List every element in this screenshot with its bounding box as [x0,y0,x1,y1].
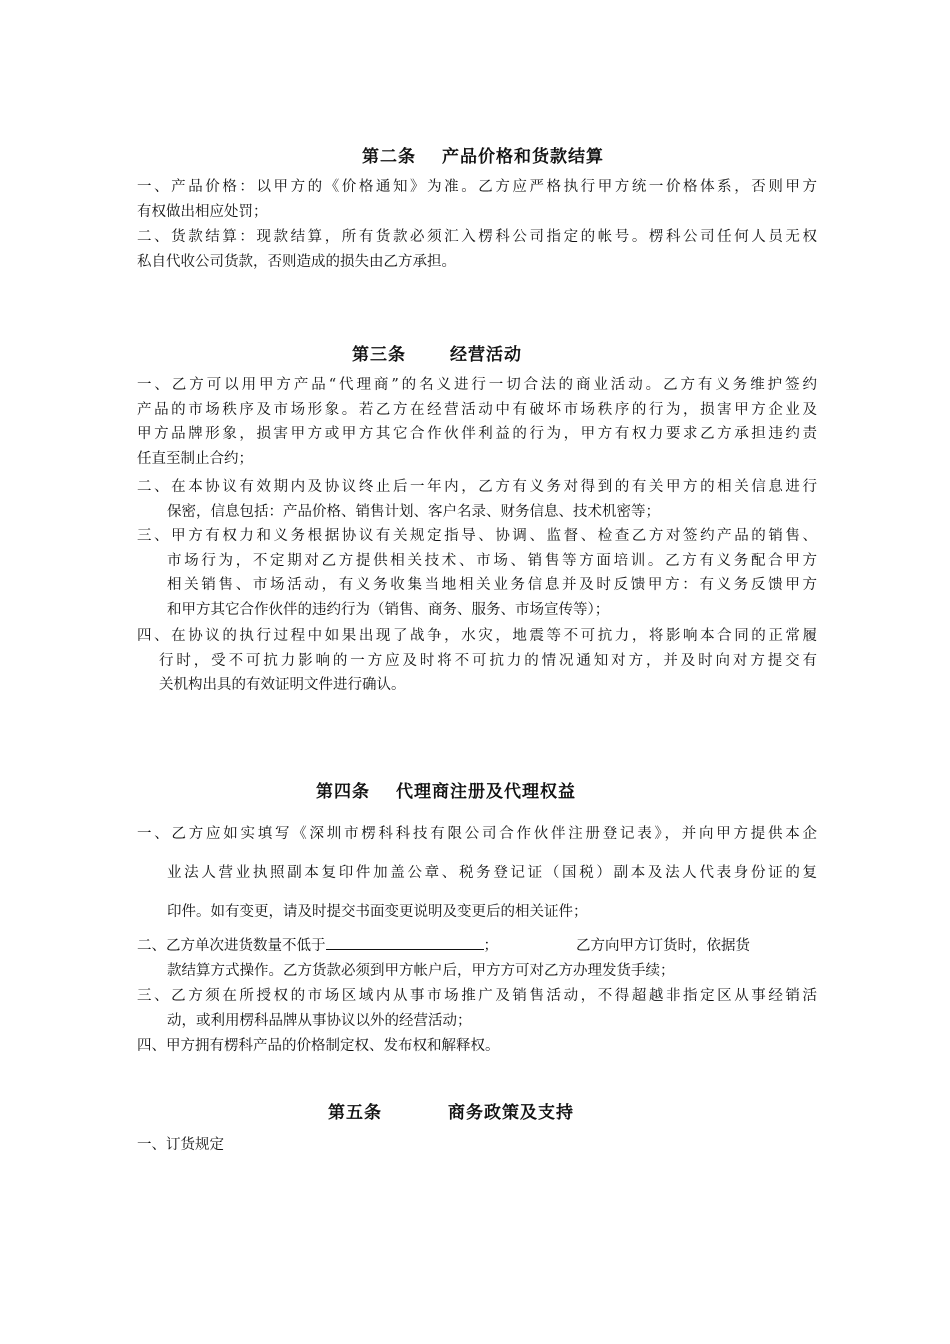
section-number: 第五条 [328,1103,382,1123]
text-line: 保密，信息包括：产品价格、销售计划、客户名录、财务信息、技术机密等； [167,503,660,520]
text-line: 一、订货规定 [137,1137,224,1153]
text-line: 四、在协议的执行过程中如果出现了战争，水灾，地震等不可抗力，将影响本合同的正常履 [137,628,817,644]
text-line: 市场行为，不定期对乙方提供相关技术、市场、销售等方面培训。乙方有义务配合甲方 [167,552,817,569]
paragraph [137,1034,817,1059]
paragraph [137,624,817,698]
section-title: 产品价格和货款结算 [442,147,604,167]
text-line [137,934,817,959]
text-line: 甲方品牌形象，损害甲方或甲方其它合作伙伴利益的行为，甲方有权力要求乙方承担违约责 [137,426,817,442]
text-line: 产品的市场秩序及市场形象。若乙方在经营活动中有破坏市场秩序的行为，损害甲方企业及 [137,401,817,418]
section-number: 第四条 [316,782,370,802]
text-line: 三、乙方须在所授权的市场区域内从事市场推广及销售活动，不得超越非指定区从事经销活 [137,988,817,1004]
text-line: 动，或利用楞科品牌从事协议以外的经营活动； [167,1012,472,1029]
section-title: 代理商注册及代理权益 [396,782,576,802]
text-line: 行时，受不可抗力影响的一方应及时将不可抗力的情况通知对方，并及时向对方提交有 [159,652,817,669]
text-line: 二、在本协议有效期内及协议终止后一年内，乙方有义务对得到的有关甲方的相关信息进行 [137,479,817,495]
text-line: 相关销售、市场活动，有义务收集当地相关业务信息并及时反馈甲方：有义务反馈甲方 [167,577,817,593]
paragraph [137,225,817,274]
text-line: 有权做出相应处罚； [137,203,268,220]
section-heading-3 [352,340,522,365]
text-line: 任直至制止合约； [137,450,253,467]
text-line: 印件。如有变更，请及时提交书面变更说明及变更后的相关证件； [167,904,588,920]
text-line: 和甲方其它合作伙伴的违约行为（销售、商务、服务、市场宣传等）； [167,601,610,618]
paragraph [137,815,817,932]
text-line: 四、甲方拥有楞科产品的价格制定权、发布权和解释权。 [137,1038,500,1054]
order-quantity-label: 二、乙方单次进货数量不低于 [137,938,326,954]
order-quantity-blank [326,935,484,950]
paragraph [137,934,817,983]
blank-terminator: ； [483,938,498,954]
section-number: 第二条 [362,147,416,167]
section-number: 第三条 [352,345,406,365]
text-line: 关机构出具的有效证明文件进行确认。 [159,677,406,693]
text-line: 私自代收公司货款，否则造成的损失由乙方承担。 [137,253,456,270]
paragraph [137,175,817,224]
section-title: 经营活动 [450,345,522,365]
section-title: 商务政策及支持 [448,1103,574,1123]
text-line: 一、产品价格：以甲方的《价格通知》为准。乙方应严格执行甲方统一价格体系，否则甲方 [137,179,817,195]
section-heading-4 [316,777,576,802]
section-heading-2 [362,142,604,167]
text-line: 一、乙方可以用甲方产品“代理商”的名义进行一切合法的商业活动。乙方有义务维护签约 [137,377,817,393]
text-line: 一、乙方应如实填写《深圳市楞科科技有限公司合作伙伴注册登记表》，并向甲方提供本企 [137,826,817,842]
section-heading-5 [328,1098,574,1123]
paragraph [137,1133,817,1158]
paragraph [137,373,817,471]
text-line: 三、甲方有权力和义务根据协议有关规定指导、协调、监督、检查乙方对签约产品的销售、 [137,528,817,544]
paragraph [137,475,817,524]
text-line: 款结算方式操作。乙方货款必须到甲方帐户后，甲方方可对乙方办理发货手续； [167,962,675,979]
text-line: 业法人营业执照副本复印件加盖公章、税务登记证（国税）副本及法人代表身份证的复 [167,865,817,881]
paragraph [137,984,817,1033]
paragraph [137,524,817,622]
text-line: 二、货款结算：现款结算，所有货款必须汇入楞科公司指定的帐号。楞科公司任何人员无权 [137,229,817,245]
order-terms-text: 乙方向甲方订货时，依据货 [576,938,750,954]
